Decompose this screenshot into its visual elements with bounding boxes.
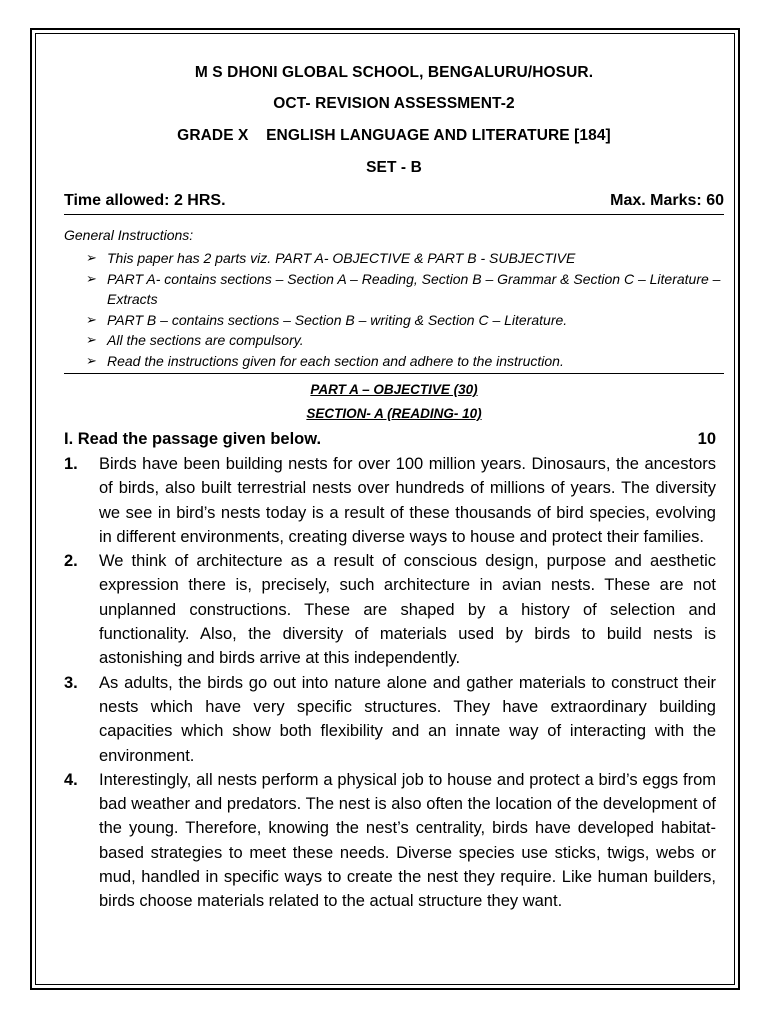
assessment-title: OCT- REVISION ASSESSMENT-2 [273, 95, 515, 112]
question-header [64, 426, 724, 452]
question-marks: 10 [697, 430, 716, 448]
instruction-item: ➢ This paper has 2 parts viz. PART A- OBJECTIVE & PART B - SUBJECTIVE [86, 248, 724, 269]
paragraph-number: 4. [64, 770, 78, 789]
paragraph-number: 1. [64, 455, 78, 473]
instructions-divider [64, 373, 724, 374]
instructions-list [86, 248, 724, 371]
arrow-bullet-icon: ➢ [86, 270, 97, 286]
instructions-title: General Instructions: [64, 227, 194, 243]
instruction-item: ➢ PART B – contains sections – Section B – writing & Section C – Literature. [86, 310, 724, 331]
set-label: SET - B [366, 159, 422, 176]
section-a-title: SECTION- A (READING- 10) [306, 406, 482, 421]
arrow-bullet-icon: ➢ [86, 250, 97, 265]
paragraph-text: Interestingly, all nests perform a physical job to house and protect a bird’s eggs from bad weather and predators. The nest is also often the location of the development of the young. Therefore, knowing the nest’s centrality, birds have developed habitat-based strategies to meet these needs. Diverse species use sticks, twigs, webs or mud, handled in specific ways to create the nest they require. Like human builders, birds choose materials related to the actual structure they want. [99, 770, 716, 911]
arrow-bullet-icon: ➢ [86, 332, 97, 347]
header-divider [64, 214, 724, 215]
arrow-bullet-icon: ➢ [86, 311, 97, 327]
school-name: M S DHONI GLOBAL SCHOOL, BENGALURU/HOSUR. [194, 64, 594, 81]
instruction-item: ➢ PART A- contains sections – Section A – Reading, Section B – Grammar & Section C – Literature – Extracts [86, 270, 721, 307]
instruction-item: ➢ Read the instructions given for each section and adhere to the instruction. [86, 351, 724, 372]
part-a-title: PART A – OBJECTIVE (30) [310, 382, 478, 397]
passage-paragraph [64, 549, 724, 670]
paragraph-number: 3. [64, 673, 78, 692]
instruction-item: ➢ All the sections are compulsory. [86, 330, 724, 351]
question-label: I. Read the passage given below. [64, 430, 322, 448]
arrow-bullet-icon: ➢ [86, 352, 97, 368]
passage-paragraph [64, 671, 724, 768]
grade-subject: GRADE X ENGLISH LANGUAGE AND LITERATURE [184] [177, 127, 611, 144]
max-marks: Max. Marks: 60 [610, 192, 724, 209]
paragraph-number: 2. [64, 552, 78, 571]
time-marks-row [64, 188, 724, 214]
paragraph-text: As adults, the birds go out into nature alone and gather materials to construct their nests which have very specific structures. They have extraordinary building capacities which show both flexibility and an innate way of interacting with the environment. [99, 673, 716, 765]
paragraph-text: Birds have been building nests for over 100 million years. Dinosaurs, the ancestors of birds, also built terrestrial nests over hundreds of millions of years. The diversity we see in bird’s nests today is a result of these thousands of bird species, evolving in different environments, creating diverse ways to house and protect their families. [99, 455, 716, 546]
exam-paper [64, 58, 724, 914]
paragraph-text: We think of architecture as a result of conscious design, purpose and aesthetic expression there is, precisely, such architecture in avian nests. These are not unplanned constructions. These are shaped by a history of selection and functionality. Also, the diversity of materials used by birds to build nests is astonishing and birds arrive at this independently. [99, 552, 716, 668]
passage-paragraph [64, 452, 724, 549]
time-allowed: Time allowed: 2 HRS. [64, 192, 226, 209]
passage-paragraph [64, 768, 724, 914]
